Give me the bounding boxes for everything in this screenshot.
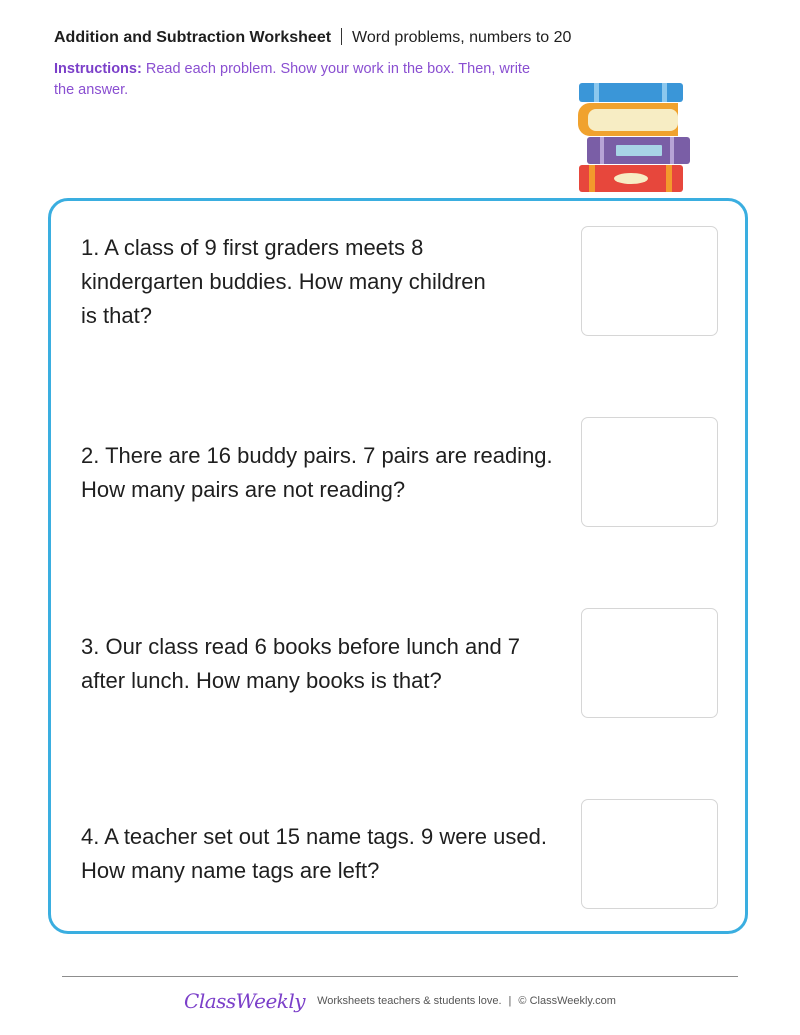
problem-1-line: 1. A class of 9 first graders meets 8	[81, 235, 424, 260]
footer-tagline: Worksheets teachers & students love.	[317, 995, 502, 1007]
book-purple-band	[600, 137, 604, 164]
problem-3-line: after lunch. How many books is that?	[81, 668, 442, 693]
footer-divider	[62, 976, 738, 977]
answer-box-1[interactable]	[581, 226, 718, 336]
instructions-text: Read each problem. Show your work in the box. Then, write the answer.	[54, 61, 531, 98]
worksheet-subtitle: Word problems, numbers to 20	[352, 29, 572, 46]
problem-4	[81, 820, 561, 888]
problem-4-line: 4. A teacher set out 15 name tags. 9 were used.	[81, 824, 547, 849]
problem-1-line: is that?	[81, 303, 152, 328]
problem-1-line: kindergarten buddies. How many children	[81, 269, 486, 294]
problem-2-line: 2. There are 16 buddy pairs. 7 pairs are reading.	[81, 443, 553, 468]
classweekly-logo: ClassWeekly	[184, 989, 306, 1013]
book-red-band	[666, 165, 672, 192]
problem-4-line: How many name tags are left?	[81, 858, 380, 883]
problem-2-line: How many pairs are not reading?	[81, 477, 406, 502]
answer-box-4[interactable]	[581, 799, 718, 909]
book-purple-label	[616, 145, 662, 156]
header-divider	[341, 28, 342, 45]
answer-box-3[interactable]	[581, 608, 718, 718]
book-orange-pages	[588, 109, 678, 131]
book-top-spine-band	[594, 83, 599, 102]
problem-3	[81, 630, 561, 698]
footer-separator: |	[508, 995, 512, 1007]
problem-1	[81, 231, 561, 333]
footer-copyright: © ClassWeekly.com	[518, 995, 616, 1007]
instructions-label: Instructions:	[54, 61, 142, 77]
instructions	[54, 59, 544, 101]
answer-box-2[interactable]	[581, 417, 718, 527]
footer	[0, 986, 800, 1016]
worksheet-header	[54, 27, 571, 49]
problem-3-line: 3. Our class read 6 books before lunch and 7	[81, 634, 521, 659]
problem-2	[81, 439, 561, 507]
worksheet-title: Addition and Subtraction Worksheet	[54, 29, 332, 46]
book-red-band	[589, 165, 595, 192]
book-purple-band	[670, 137, 674, 164]
stack-of-books-icon	[578, 82, 694, 194]
book-top-spine-band	[662, 83, 667, 102]
book-red-label	[614, 173, 648, 184]
